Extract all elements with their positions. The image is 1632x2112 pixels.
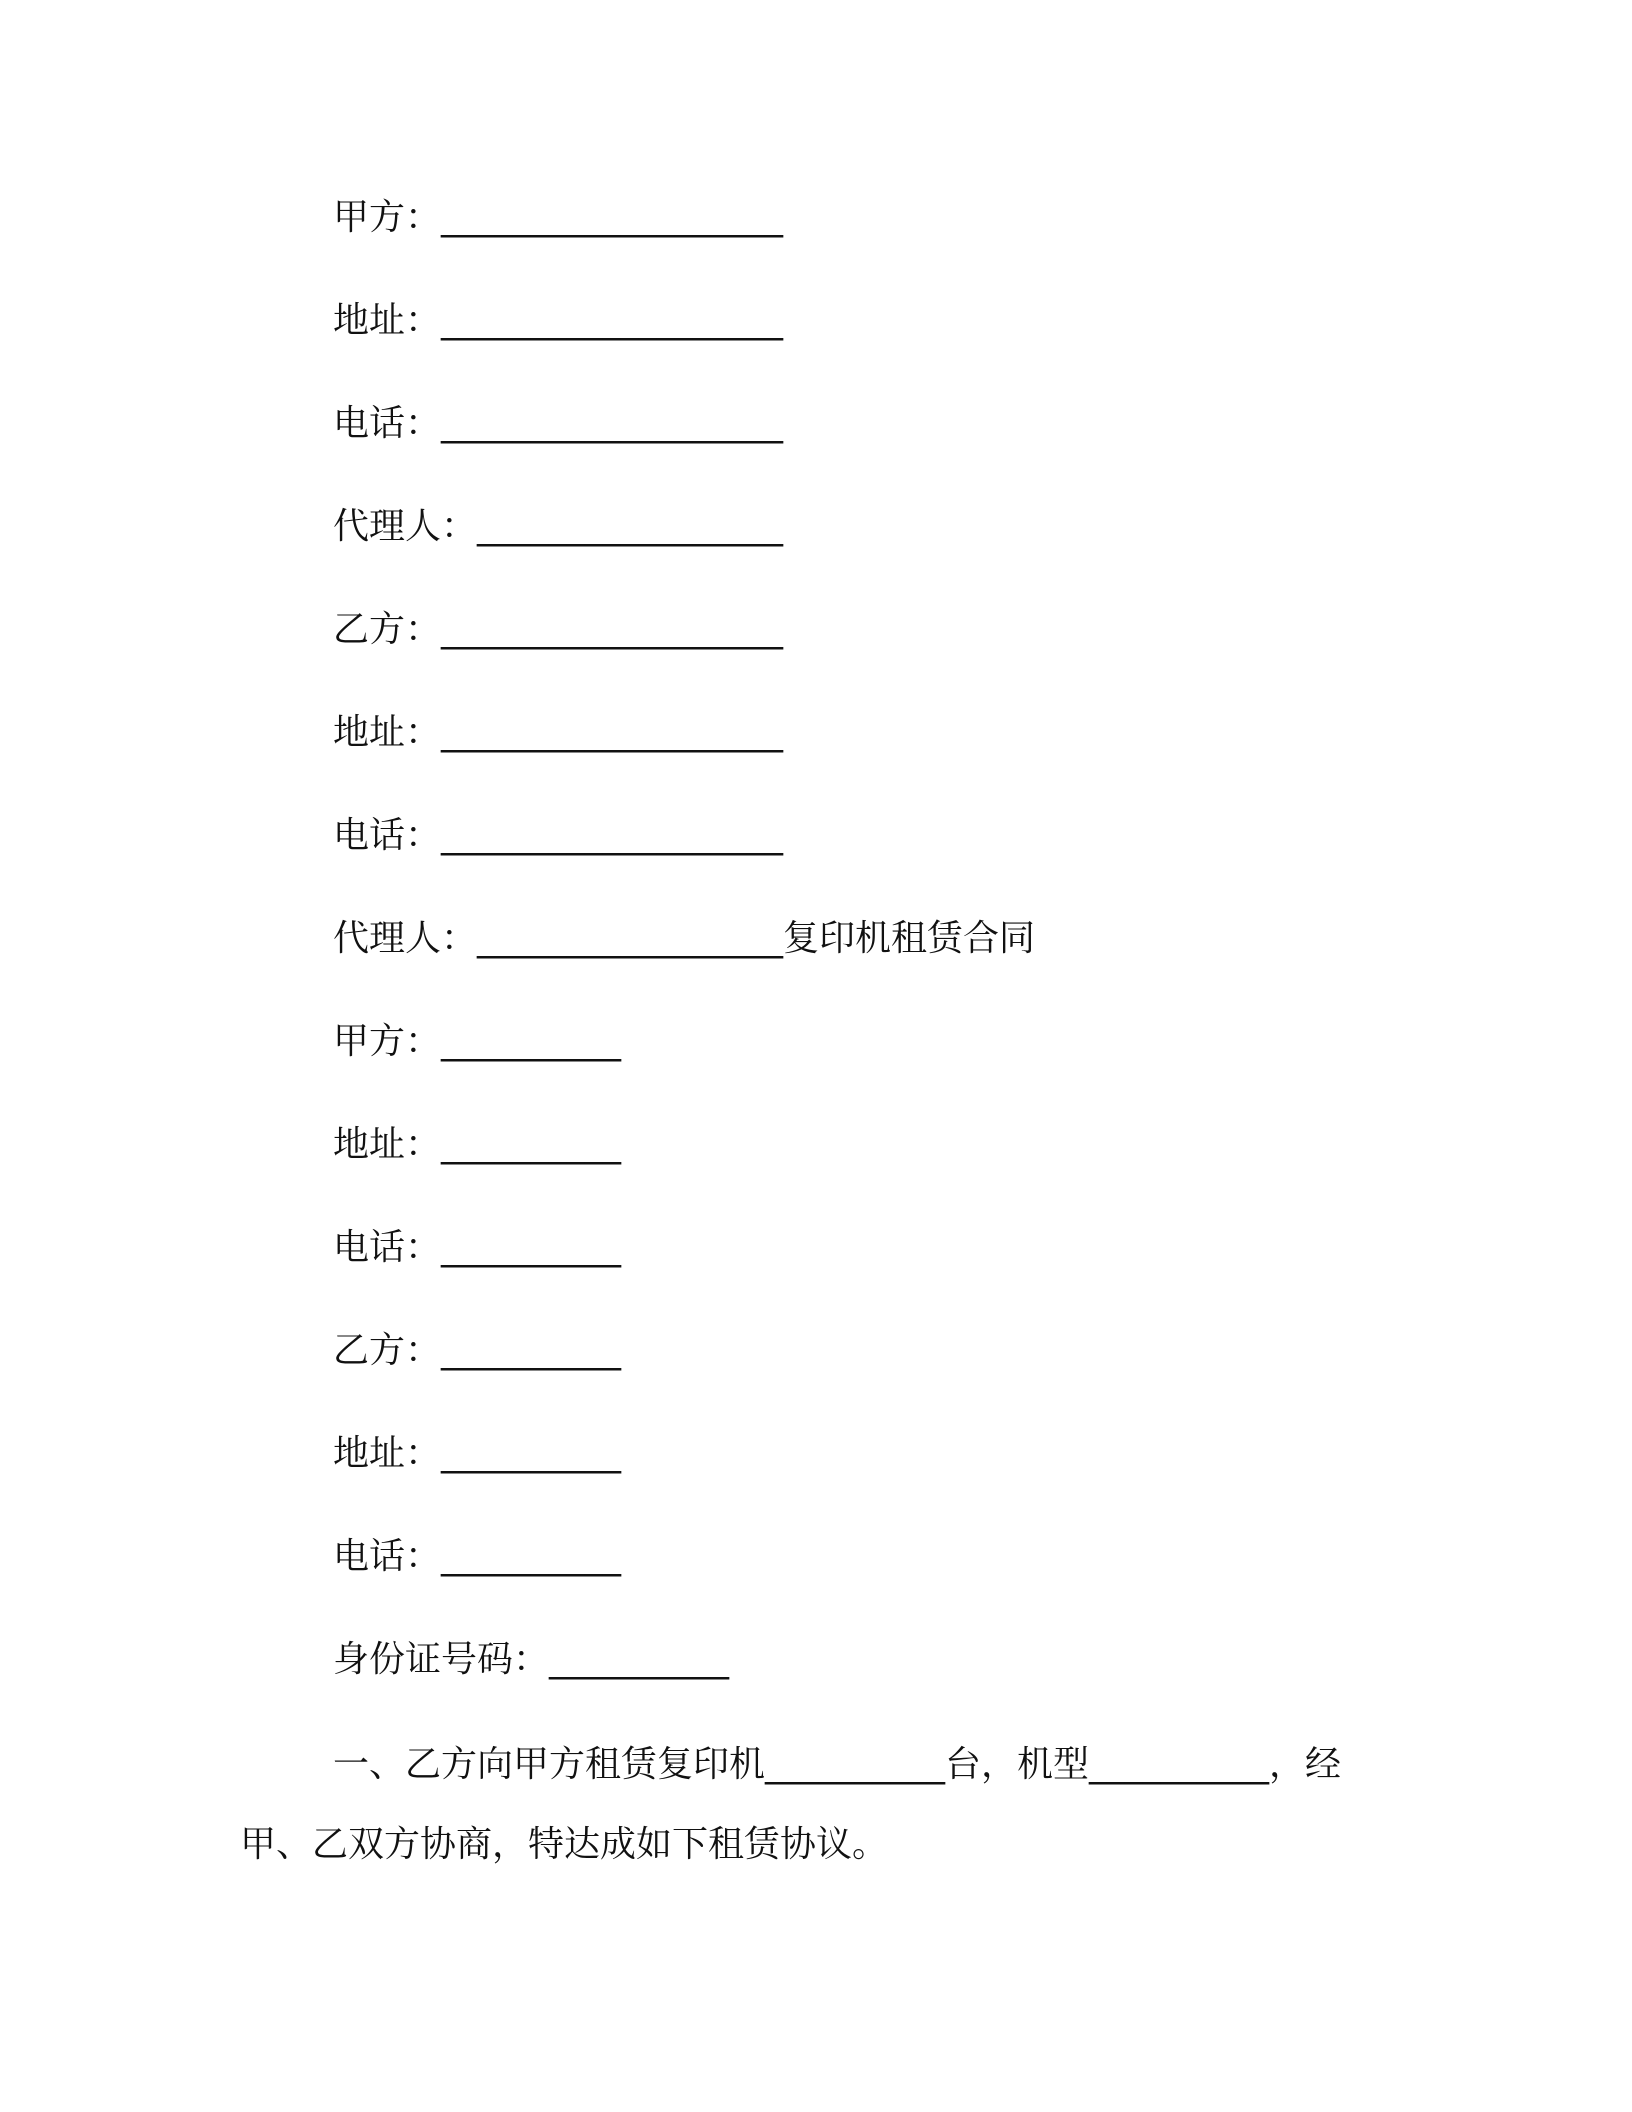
party-b-address-line: 地址：___________________ — [333, 712, 784, 753]
contract-party-a-phone-line: 电话：__________ — [333, 1227, 622, 1268]
contract-party-b-address-line: 地址：__________ — [333, 1433, 622, 1474]
clause-one-paragraph: 一、乙方向甲方租赁复印机__________台，机型__________，经甲、乙双方协商，特达成如下租赁协议。 — [240, 1744, 1342, 1865]
contract-party-b-phone-line: 电话：__________ — [333, 1536, 622, 1577]
id-number-line: 身份证号码：__________ — [333, 1639, 730, 1680]
party-a-name-line: 甲方：___________________ — [333, 197, 784, 238]
party-b-agent-title-line: 代理人：_________________复印机租赁合同 — [333, 918, 1036, 959]
party-b-name-line: 乙方：___________________ — [333, 609, 784, 650]
party-a-phone-line: 电话：___________________ — [333, 403, 784, 444]
contract-party-a-address-line: 地址：__________ — [333, 1124, 622, 1165]
party-b-phone-line: 电话：___________________ — [333, 815, 784, 856]
contract-party-b-line: 乙方：__________ — [333, 1330, 622, 1371]
contract-party-a-line: 甲方：__________ — [333, 1021, 622, 1062]
party-a-agent-line: 代理人：_________________ — [333, 506, 784, 547]
party-a-address-line: 地址：___________________ — [333, 300, 784, 341]
